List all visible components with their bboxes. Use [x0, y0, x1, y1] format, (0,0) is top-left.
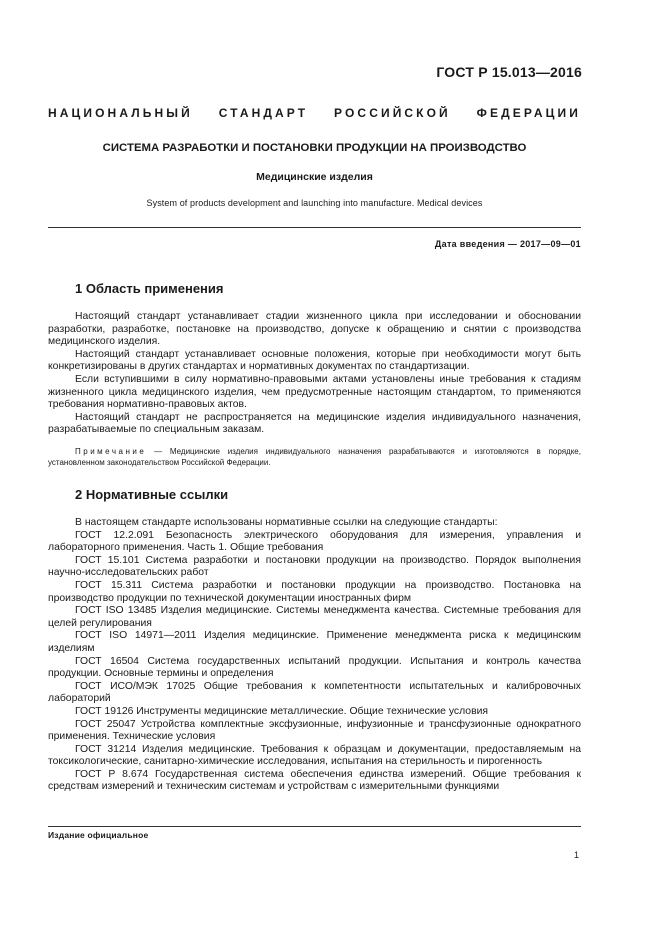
paragraph: Настоящий стандарт не распространяется на медицинские изделия индивидуального назначения, разрабатываемые по специальным заказам. [48, 411, 581, 436]
edition-label: Издание официальное [48, 830, 149, 840]
reference-item: ГОСТ 25047 Устройства комплектные эксфузионные, инфузионные и трансфузионные однократного применения. Технические условия [48, 718, 581, 743]
english-title: System of products development and launching into manufacture. Medical devices [146, 198, 483, 208]
paragraph: Настоящий стандарт устанавливает основные положения, которые при необходимости могут быть конкретизированы в других стандартах и нормативных документах по стандартизации. [48, 348, 581, 373]
reference-item: ГОСТ 19126 Инструменты медицинские металлические. Общие технические условия [75, 705, 489, 717]
top-divider [48, 227, 581, 228]
reference-item: ГОСТ 15.311 Система разработки и постановки продукции на производство. Постановка на производство продукции по технической документации иностранных фирм [48, 579, 581, 604]
reference-item: ГОСТ 31214 Изделия медицинские. Требования к образцам и документации, предоставляемым на токсикологические, санитарно-химические исследования, испытания на стерильность и пирогенность [48, 743, 581, 768]
section-1-body [48, 311, 581, 437]
paragraph: Если вступившими в силу нормативно-правовыми актами установлены иные требования к стадиям жизненного цикла медицинского изделия, чем предусмотренные настоящим стандартом, то применяются требования нормативно-правовых актов. [48, 373, 581, 411]
page-number: 1 [573, 850, 579, 860]
section-1-heading: 1 Область применения [75, 281, 224, 296]
note-text: — Медицинские изделия индивидуального назначения разрабатываются и изготовляются в порядке, установленном законодательством Российской Федерации. [48, 447, 581, 467]
section-1-note [48, 446, 581, 468]
paragraph: В настоящем стандарте использованы нормативные ссылки на следующие стандарты: [75, 517, 498, 528]
reference-item: ГОСТ 16504 Система государственных испытаний продукции. Испытания и контроль качества продукции. Основные термины и определения [48, 655, 581, 680]
standard-subtitle: Медицинские изделия [256, 171, 373, 183]
reference-item: ГОСТ 12.2.091 Безопасность электрического оборудования для измерения, управления и лабораторного применения. Часть 1. Общие требования [48, 529, 581, 554]
introduction-date: Дата введения — 2017—09—01 [434, 239, 581, 249]
section-2-body [48, 517, 581, 794]
footer-divider [48, 826, 581, 827]
reference-item: ГОСТ 15.101 Система разработки и постановки продукции на производство. Порядок выполнения научно-исследовательских работ [48, 554, 581, 579]
reference-item: ГОСТ ISO 14971—2011 Изделия медицинские. Применение менеджмента риска к медицинским изделиям [48, 630, 581, 654]
national-standard-title: НАЦИОНАЛЬНЫЙ СТАНДАРТ РОССИЙСКОЙ ФЕДЕРАЦИИ [48, 106, 581, 120]
reference-item: ГОСТ Р 8.674 Государственная система обеспечения единства измерений. Общие требования к средствам измерений и техническим системам и устройствам с измерительными функциями [48, 768, 581, 793]
gost-number: ГОСТ Р 15.013—2016 [436, 64, 582, 80]
reference-item: ГОСТ ИСО/МЭК 17025 Общие требования к компетентности испытательных и калибровочных лабораторий [48, 680, 581, 705]
reference-item: ГОСТ ISO 13485 Изделия медицинские. Системы менеджмента качества. Системные требования для целей регулирования [48, 605, 581, 629]
section-2-heading: 2 Нормативные ссылки [75, 487, 229, 502]
standard-title: СИСТЕМА РАЗРАБОТКИ И ПОСТАНОВКИ ПРОДУКЦИИ НА ПРОИЗВОДСТВО [102, 142, 527, 154]
note-label: Примечание [75, 447, 147, 456]
paragraph: Настоящий стандарт устанавливает стадии жизненного цикла при исследовании и обосновании разработки, разработке, постановке на производство, допуске к обращению и снятии с производства медицинского изделия. [48, 311, 581, 348]
